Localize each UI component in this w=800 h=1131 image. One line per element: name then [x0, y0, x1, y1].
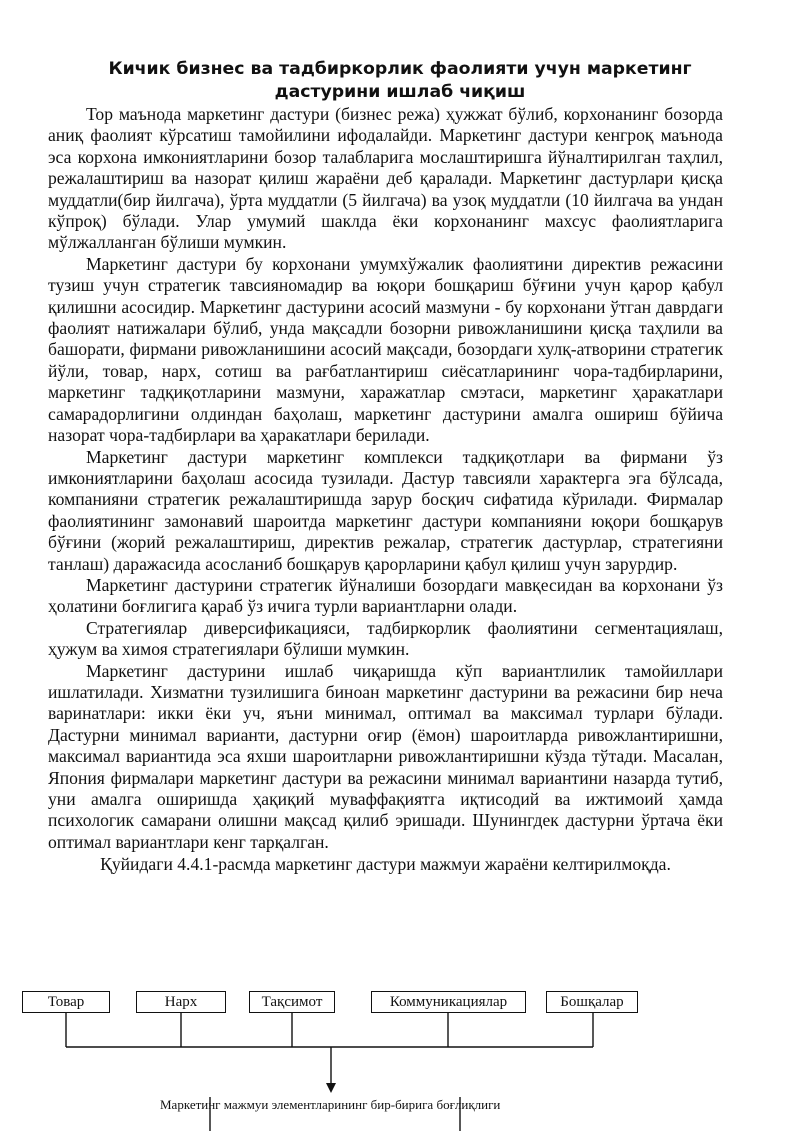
document-title: [48, 58, 752, 104]
marketing-mix-diagram: [0, 975, 800, 1131]
paragraph: Маркетинг дастури маркетинг комплекси тадқиқотлари ва фирмани ўз имкониятларини баҳолаш асосида тузилади. Дастур тавсияли характерга эга бўлсада, компанияни стратегик режалаштиришда зарур босқич сифатида кўрилади. Фирмалар фаолиятининг замонавий шароитда маркетинг дастури компанияни юқори бошқарув бўғини (жорий режалаштириш, директив режалар, стратегик дастурлар, стратегияни танлаш) даражасида асосланиб бошқарув қарорларини қабул қилиш учун зарурдир.: [48, 446, 723, 574]
paragraph: Маркетинг дастури бу корхонани умумхўжалик фаолиятини директив режасини тузиш учун стратегик тавсияномадир ва юқори бошқариш бўғини учун қарор қабул қилишни асосидир. Маркетинг дастурини асосий мазмуни - бу корхонани ўтган даврдаги фаолият натижалари бўлиб, унда мақсадли бозорни ривожланишини қисқа таҳлили ва башорати, фирмани ривожланишини асосий мақсади, бозордаги хулқ-атворини стратегик йўли, товар, нарх, сотиш ва рағбатлантириш сиёсатларининг чора-тадбирларини, маркетинг тадқиқотларини мазмуни, харажатлар смэтаси, маркетинг ҳаракатлари самарадорлигини олдиндан баҳолаш, маркетинг дастурини амалга ошириш бўйича назорат чора-тадбирлари ва ҳаракатлари берилади.: [48, 253, 723, 446]
box-communications: Коммуникациялар: [371, 991, 526, 1013]
box-price: Нарх: [136, 991, 226, 1013]
paragraph: Маркетинг дастурини ишлаб чиқаришда кўп вариантлилик тамойиллари ишлатилади. Хизматни тузилишига биноан маркетинг дастурини ва режасини бир неча варинатлари: икки ёки уч, яъни минимал, оптимал ва максимал турлари бўлади. Дастурни минимал варианти, дастурни оғир (ёмон) шароитларда ривожлантиришни, максимал вариантида эса яхши шароитларни ривожлантиришни кўзда тўтади. Масалан, Япония фирмалари маркетинг дастури ва режасини минимал вариантини назарда тутиб, уни амалга оширишда ҳақиқий муваффақиятга иқтисодий ва ижтимоий ҳамда психологик самарани олишни мақсад қилиб эришади. Шунингдек дастурни ўртача ёки оптимал вариантлари кенг тарқалган.: [48, 660, 723, 852]
figure-caption: Қуйидаги 4.4.1-расмда маркетинг дастури мажмуи жараёни келтирилмоқда.: [100, 854, 671, 875]
paragraph: Маркетинг дастурини стратегик йўналиши бозордаги мавқесидан ва корхонани ўз ҳолатини боғлигига қараб ўз ичига турли вариантларни олади.: [48, 574, 723, 617]
document-body: [48, 104, 723, 876]
title-line-1: Кичик бизнес ва тадбиркорлик фаолияти учун маркетинг: [108, 59, 692, 79]
title-line-2: дастурини ишлаб чиқиш: [274, 82, 526, 102]
arrowhead-icon: [326, 1083, 336, 1093]
paragraph: Стратегиялар диверсификацияси, тадбиркорлик фаолиятини сегментациялаш, ҳужум ва химоя стратегиялари бўлиши мумкин.: [48, 617, 723, 660]
paragraph: Тор маънода маркетинг дастури (бизнес режа) ҳужжат бўлиб, корхонанинг бозорда аниқ фаолият кўрсатиш тамойилини ифодалайди. Маркетинг дастури кенгроқ маънода эса корхона имкониятларини бозор талабларига мослаштиришга йўналтирилган таҳлил, режалаштириш ва назорат қилиш жараёни деб қаралади. Маркетинг дастурлари қисқа муддатли(бир йилгача), ўрта муддатли (5 йилгача) ва узоқ муддатли (10 йилгача ва ундан кўпроқ) бўлади. Улар умумий шаклда ёки корхонанинг махсус фаолиятларига мўлжалланган бўлиши мумкин.: [48, 104, 723, 253]
box-product: Товар: [22, 991, 110, 1013]
diagram-conclusion-label: Маркетинг мажмуи элементларининг бир-бирига боғлиқлиги: [160, 1097, 501, 1112]
box-distribution: Тақсимот: [249, 991, 335, 1013]
box-others: Бошқалар: [546, 991, 638, 1013]
